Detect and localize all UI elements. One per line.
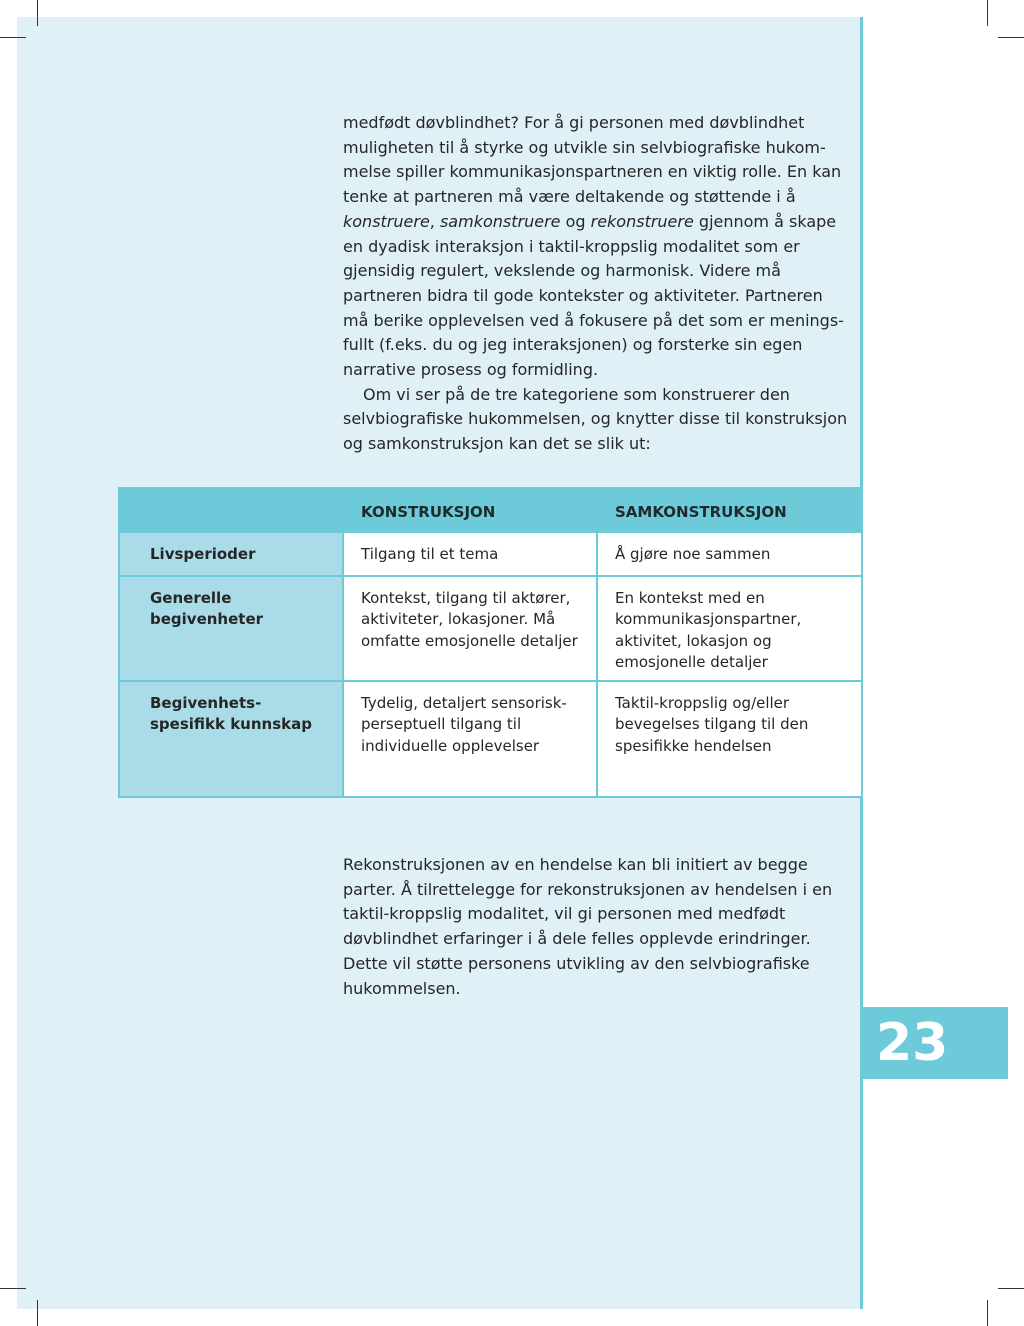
crop-mark [998,37,1024,38]
term-konstruere: konstruere [343,211,430,231]
comparison-table [118,487,863,798]
page-number: 23 [876,1013,949,1073]
row-label: Generelle begivenheter [119,576,343,681]
crop-mark [987,1300,988,1326]
table-header-samkonstruksjon: SAMKONSTRUKSJON [597,488,862,532]
row-label: Livsperioder [119,532,343,576]
intro-sep1: , [429,211,440,231]
intro-part1: medfødt døvblindhet? For å gi personen med døvblindhet muligheten til å styrke og utvikle sin selvbiografiske hukommelse spiller kommunikasjonspartneren en viktig rolle. En kan tenke at partneren må være deltakende og støttende i å [343,113,842,207]
table-row [119,681,862,797]
cell-konstruksjon: Tilgang til et tema [343,532,597,576]
crop-mark [37,1300,38,1326]
table-header-empty [119,488,343,532]
term-samkonstruere: samkonstruere [439,211,561,231]
crop-mark [987,0,988,26]
crop-mark [0,1288,26,1289]
crop-mark [37,0,38,26]
intro-part2: gjennom å skape en dyadisk interaksjon i taktil-kroppslig modalitet som er gjensidig regulert, vekslende og harmonisk. Videre må partneren bidra til gode kontekster og aktiviteter. Partneren må berike opplevelsen ved å fokusere på det som er meningsfullt (f.eks. du og jeg interaksjonen) og forsterke sin egen narrative prosess og formidling. [343,211,844,380]
table-row [119,532,862,576]
intro-sep2: og [560,211,591,231]
cell-konstruksjon: Kontekst, tilgang til aktører, aktiviteter, lokasjoner. Må omfatte emosjonelle detaljer [343,576,597,681]
cell-samkonstruksjon: Taktil-kroppslig og/eller bevegelses tilgang til den spesifikke hendelsen [597,681,862,797]
intro-para2: Om vi ser på de tre kategoriene som konstruerer den selvbiografiske hukommelsen, og knytter disse til konstruksjon og samkonstruksjon kan det se slik ut: [343,384,848,454]
cell-konstruksjon: Tydelig, detaljert sensorisk-perseptuell tilgang til individuelle opplevelser [343,681,597,797]
table-header-konstruksjon: KONSTRUKSJON [343,488,597,532]
crop-mark [998,1288,1024,1289]
intro-text [343,111,853,457]
table-header-row [119,488,862,532]
crop-mark [0,37,26,38]
outro-text: Rekonstruksjonen av en hendelse kan bli initiert av begge parter. Å tilrettelegge for rekonstruksjonen av hendelsen i en taktil-kroppslig modalitet, vil gi personen med medfødt døvblindhet erfaringer i å dele felles opplevde erindringer. Dette vil støtte personens utvikling av den selvbiografiske hukommelsen. [343,855,833,998]
cell-samkonstruksjon: En kontekst med en kommunikasjonspartner, aktivitet, lokasjon og emosjonelle detaljer [597,576,862,681]
cell-samkonstruksjon: Å gjøre noe sammen [597,532,862,576]
page-number-tab [862,1007,1008,1079]
table-row [119,576,862,681]
term-rekonstruere: rekonstruere [590,211,694,231]
row-label: Begivenhetsspesifikk kunnskap [119,681,343,797]
